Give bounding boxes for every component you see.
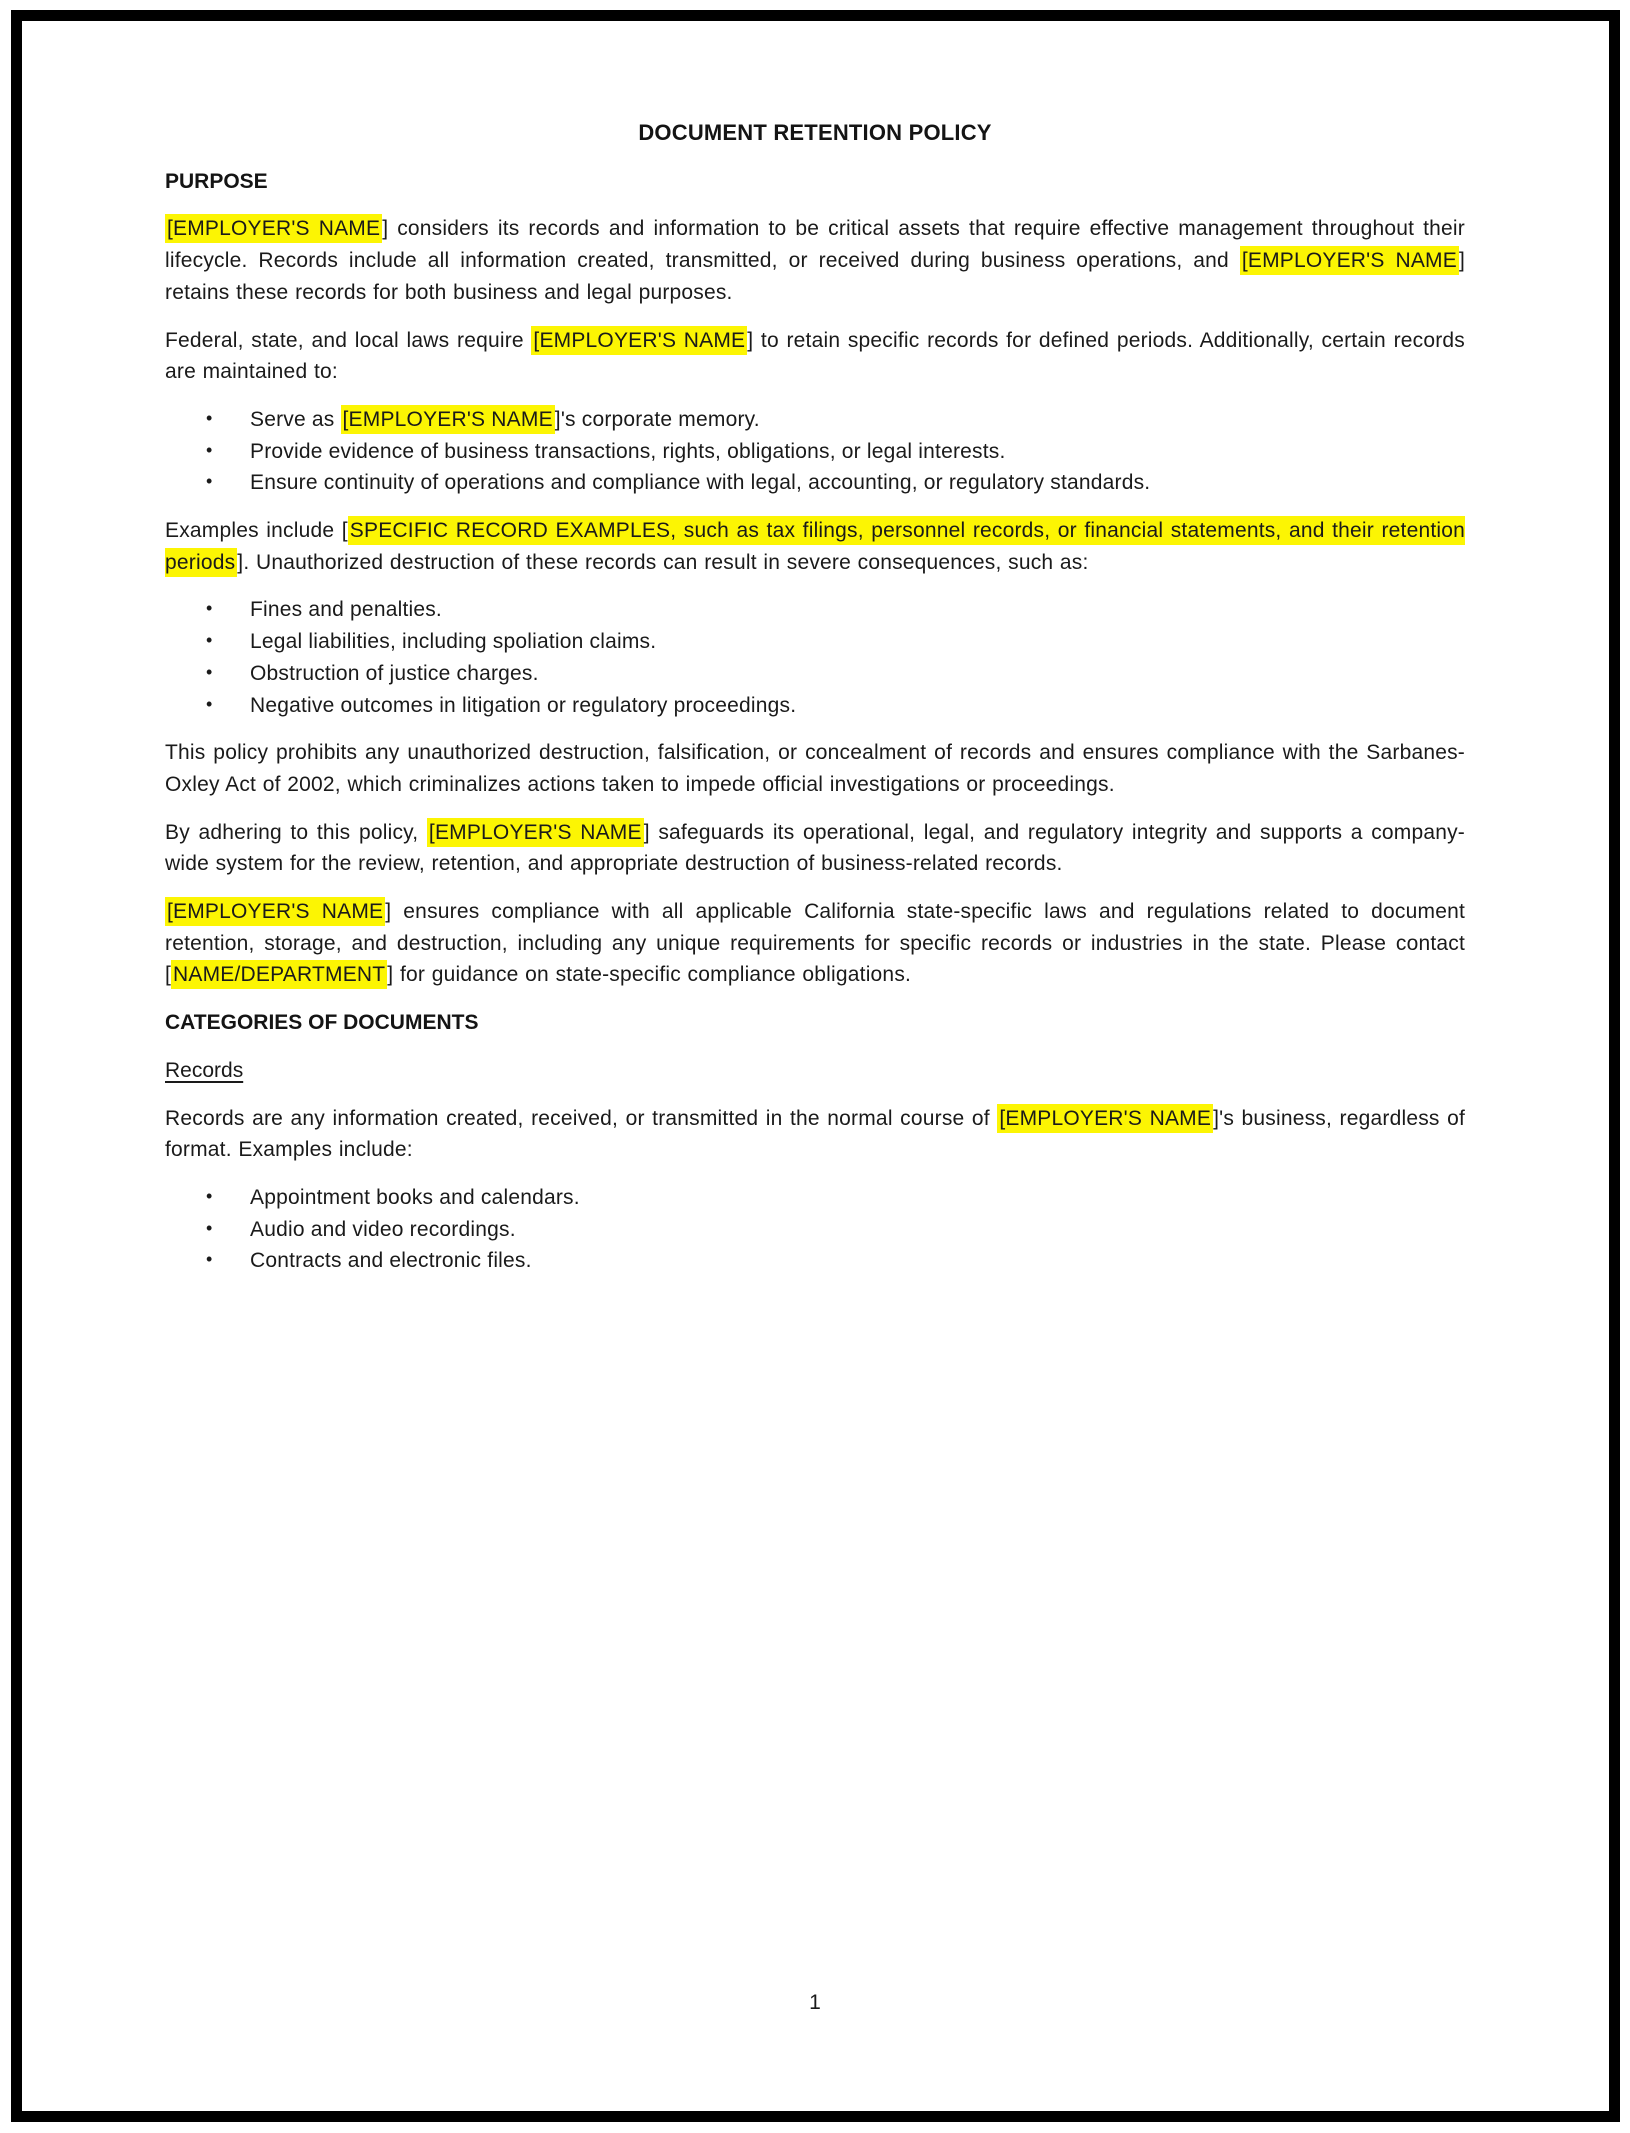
- list-item: [165, 1245, 1465, 1277]
- list-item: [165, 404, 1465, 436]
- text-run: Appointment books and calendars.: [250, 1185, 580, 1209]
- list-item: [165, 1182, 1465, 1214]
- bullet-icon: •: [206, 1185, 213, 1206]
- page-number: 1: [809, 1991, 821, 2014]
- list-item: [165, 626, 1465, 658]
- placeholder-highlight: [EMPLOYER'S NAME: [165, 897, 385, 926]
- list-item: [165, 1214, 1465, 1246]
- placeholder-highlight: [EMPLOYER'S NAME: [1240, 246, 1459, 275]
- bullet-icon: •: [206, 661, 213, 682]
- list-item: [165, 436, 1465, 468]
- placeholder-highlight: [EMPLOYER'S NAME: [165, 214, 382, 243]
- bullet-icon: •: [206, 598, 213, 619]
- bullet-list: [165, 1182, 1465, 1277]
- placeholder-highlight: [EMPLOYER'S NAME: [531, 326, 747, 355]
- text-run: Examples include [: [165, 519, 348, 543]
- text-run: Legal liabilities, including spoliation claims.: [250, 630, 657, 654]
- bullet-icon: •: [206, 630, 213, 651]
- bullet-icon: •: [206, 1249, 213, 1270]
- text-run: ]. Unauthorized destruction of these records can result in severe consequences, such as:: [237, 550, 1089, 574]
- text-run: By adhering to this policy,: [165, 820, 427, 844]
- placeholder-highlight: [EMPLOYER'S NAME: [341, 405, 555, 434]
- text-run: Ensure continuity of operations and compliance with legal, accounting, or regulatory standards.: [250, 471, 1151, 495]
- paragraph: [165, 896, 1465, 991]
- paragraph: [165, 817, 1465, 880]
- paragraph: [165, 213, 1465, 308]
- text-run: ] ensures compliance with all applicable California state-specific laws and regulations related to document retention, storage, and destruction, including any unique requirements for specific records or industries in the state. Please contact [: [165, 900, 1465, 987]
- text-run: Fines and penalties.: [250, 598, 442, 622]
- text-run: Negative outcomes in litigation or regulatory proceedings.: [250, 693, 797, 717]
- text-run: ] safeguards its operational, legal, and regulatory integrity and supports a company-wide system for the review, retention, and appropriate destruction of business-related records.: [165, 820, 1466, 876]
- placeholder-highlight: [EMPLOYER'S NAME: [997, 1104, 1213, 1133]
- list-item: [165, 467, 1465, 499]
- paragraph: [165, 515, 1465, 578]
- text-run: Records are any information created, received, or transmitted in the normal course of: [165, 1106, 998, 1130]
- text-run: ]'s business, regardless of format. Examples include:: [165, 1106, 1466, 1162]
- bullet-icon: •: [206, 439, 213, 460]
- bullet-icon: •: [206, 407, 213, 428]
- placeholder-highlight: NAME/DEPARTMENT: [171, 960, 387, 989]
- bullet-icon: •: [206, 693, 213, 714]
- section-heading: CATEGORIES OF DOCUMENTS: [165, 1011, 479, 1035]
- bullet-icon: •: [206, 1217, 213, 1238]
- section-heading: PURPOSE: [165, 169, 268, 193]
- placeholder-highlight: [EMPLOYER'S NAME: [427, 818, 644, 847]
- document-body: [165, 166, 1465, 1277]
- text-run: ] to retain specific records for defined periods. Additionally, certain records are maintained to:: [165, 328, 1465, 384]
- text-run: This policy prohibits any unauthorized destruction, falsification, or concealment of records and ensures compliance with the Sarbanes-Oxley Act of 2002, which criminalizes actions taken to impede official investigations or proceedings.: [165, 741, 1465, 796]
- text-run: Provide evidence of business transactions, rights, obligations, or legal interests.: [250, 439, 1006, 463]
- list-item: [165, 658, 1465, 690]
- paragraph: [165, 325, 1465, 388]
- paragraph: [165, 1103, 1465, 1166]
- text-run: Audio and video recordings.: [250, 1217, 516, 1241]
- document-title: DOCUMENT RETENTION POLICY: [638, 120, 992, 145]
- text-run: Obstruction of justice charges.: [250, 661, 539, 685]
- text-run: ] considers its records and information to be critical assets that require effective management throughout their lifecycle. Records include all information created, transmitted, or received during business operations, and: [165, 217, 1465, 273]
- bullet-list: [165, 594, 1465, 721]
- list-item: [165, 594, 1465, 626]
- document-content: [165, 0, 1465, 1293]
- text-run: Federal, state, and local laws require: [165, 328, 532, 352]
- text-run: ] for guidance on state-specific compliance obligations.: [387, 963, 912, 987]
- subsection-heading: Records: [165, 1058, 244, 1082]
- paragraph: [165, 737, 1465, 800]
- bullet-icon: •: [206, 471, 213, 492]
- text-run: Contracts and electronic files.: [250, 1249, 532, 1273]
- list-item: [165, 690, 1465, 722]
- text-run: ]'s corporate memory.: [554, 407, 760, 431]
- placeholder-highlight: SPECIFIC RECORD EXAMPLES, such as tax filings, personnel records, or financial statements, and their retention periods: [165, 516, 1465, 577]
- text-run: ] retains these records for both business and legal purposes.: [165, 249, 1465, 304]
- text-run: Serve as: [250, 407, 341, 431]
- bullet-list: [165, 404, 1465, 499]
